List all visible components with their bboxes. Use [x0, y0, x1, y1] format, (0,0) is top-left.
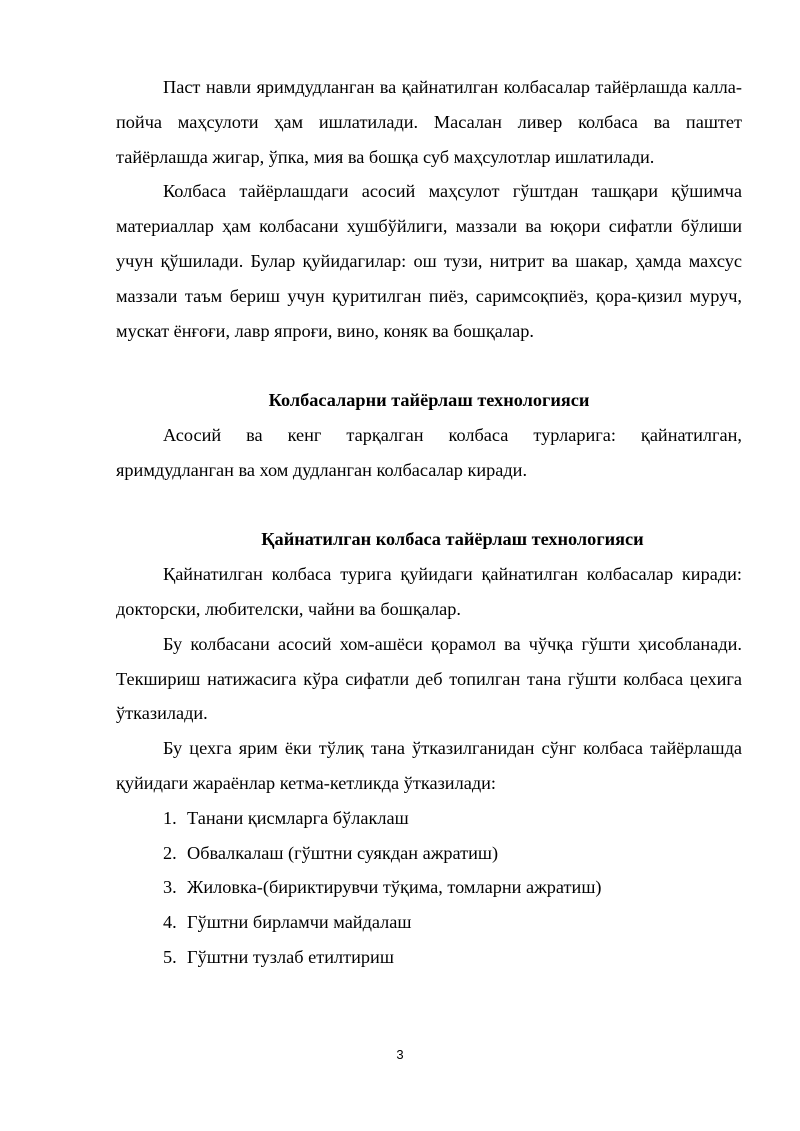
list-item-text: Танани қисмларга бўлаклаш: [187, 807, 409, 828]
paragraph-process-intro: Бу цехга ярим ёки тўлиқ тана ўтказилганидан сўнг колбаса тайёрлашда қуйидаги жараёнлар кетма-кетликда ўтказилади:: [116, 738, 742, 793]
list-item: [116, 940, 742, 975]
list-item: [116, 870, 742, 905]
paragraph-offal-usage: Паст навли яримдудланган ва қайнатилган колбасалар тайёрлашда калла-пойча маҳсулоти ҳам ишлатилади. Масалан ливер колбаса ва паштет тайёрлашда жигар, ўпка, мия ва бошқа суб маҳсулотлар ишлатилади.: [116, 77, 742, 167]
list-item-number: 4.: [163, 912, 177, 933]
list-item: [116, 905, 742, 940]
document-page: [116, 70, 742, 975]
list-item-number: 5.: [163, 946, 177, 967]
process-steps-list: [116, 801, 742, 975]
heading-boiled-sausage-technology: Қайнатилган колбаса тайёрлаш технологияси: [261, 529, 644, 550]
list-item: [116, 836, 742, 871]
paragraph-raw-materials: Бу колбасани асосий хом-ашёси қорамол ва чўчқа гўшти ҳисобланади. Текшириш натижасига кўра сифатли деб топилган тана гўшти колбаса цехига ўтказилади.: [116, 633, 742, 724]
list-item-number: 1.: [163, 807, 177, 828]
list-item-number: 2.: [163, 842, 177, 863]
list-item-text: Гўштни бирламчи майдалаш: [187, 912, 412, 933]
list-item-text: Обвалкалаш (гўштни суякдан ажратиш): [187, 842, 499, 863]
heading-sausage-technology: Колбасаларни тайёрлаш технологияси: [268, 390, 590, 411]
list-item-text: Гўштни тузлаб етилтириш: [187, 946, 394, 967]
paragraph-boiled-sausage-kinds: Қайнатилган колбаса турига қуйидаги қайнатилган колбасалар киради: докторски, любителски, чайни ва бошқалар.: [116, 564, 742, 619]
list-item: [116, 801, 742, 836]
page-number: 3: [396, 1047, 404, 1062]
list-item-text: Жиловка-(бириктирувчи тўқима, томларни ажратиш): [187, 877, 602, 898]
paragraph-sausage-types: Асосий ва кенг тарқалган колбаса турларига: қайнатилган, яримдудланган ва хом дудланган колбасалар киради.: [116, 424, 742, 480]
paragraph-additional-materials: Колбаса тайёрлашдаги асосий маҳсулот гўштдан ташқари қўшимча материаллар ҳам колбасани хушбўйлиги, маззали ва юқори сифатли бўлиши учун қўшилади. Булар қуйидагилар: ош тузи, нитрит ва шакар, ҳамда махсус маззали таъм бериш учун қуритилган пиёз, саримсоқпиёз, қора-қизил муруч, мускат ёнғоғи, лавр япроғи, вино, коняк ва бошқалар.: [116, 181, 742, 341]
list-item-number: 3.: [163, 877, 177, 898]
